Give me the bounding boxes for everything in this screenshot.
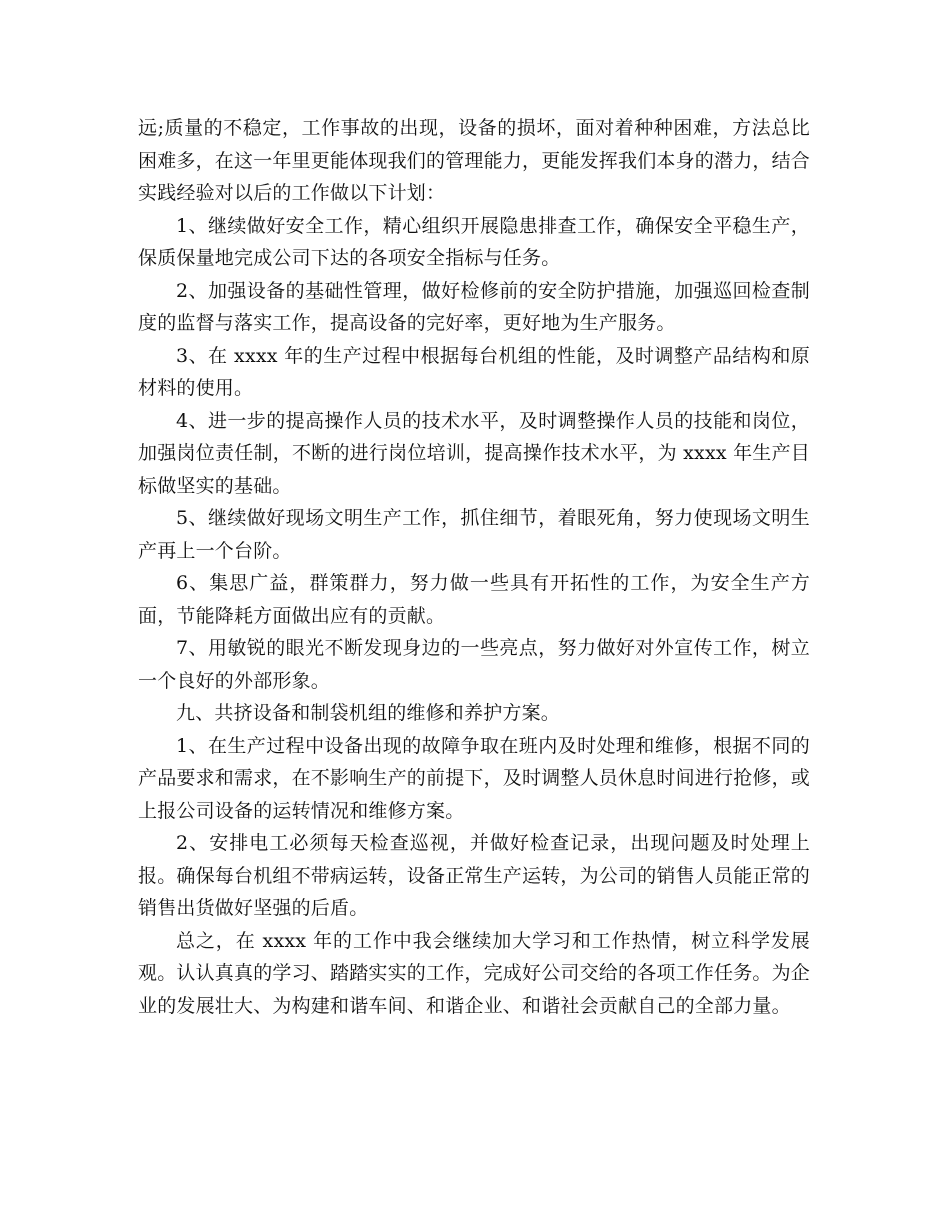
paragraph-maintenance-item-2: 2、安排电工必须每天检查巡视，并做好检查记录，出现问题及时处理上报。确保每台机组不带病运转，设备正常生产运转，为公司的销售人员能正常的销售出货做好坚强的后盾。 — [138, 832, 811, 919]
paragraph-intro-continued: 远;质量的不稳定，工作事故的出现，设备的损坏，面对着种种困难，方法总比困难多，在这一年里更能体现我们的管理能力，更能发挥我们本身的潜力，结合实践经验对以后的工作做以下计划： — [138, 117, 811, 204]
paragraph-maintenance-item-1: 1、在生产过程中设备出现的故障争取在班内及时处理和维修，根据不同的产品要求和需求，在不影响生产的前提下，及时调整人员休息时间进行抢修，或上报公司设备的运转情况和维修方案。 — [138, 734, 811, 822]
section-heading-nine: 九、共挤设备和制袋机组的维修和养护方案。 — [176, 702, 561, 724]
paragraph-plan-item-5: 5、继续做好现场文明生产工作，抓住细节，着眼死角，努力使现场文明生产再上一个台阶。 — [138, 507, 810, 562]
document-body — [138, 112, 810, 1022]
paragraph-plan-item-7: 7、用敏锐的眼光不断发现身边的一些亮点，努力做好对外宣传工作，树立一个良好的外部形象。 — [138, 637, 810, 692]
paragraph-plan-item-6: 6、集思广益，群策群力，努力做一些具有开拓性的工作，为安全生产方面，节能降耗方面做出应有的贡献。 — [138, 572, 810, 627]
paragraph-plan-item-3: 3、在 xxxx 年的生产过程中根据每台机组的性能，及时调整产品结构和原材料的使用。 — [138, 344, 810, 399]
paragraph-plan-item-4: 4、进一步的提高操作人员的技术水平，及时调整操作人员的技能和岗位，加强岗位责任制，不断的进行岗位培训，提高操作技术水平，为 xxxx 年生产目标做坚实的基础。 — [138, 409, 810, 497]
paragraph-plan-item-2: 2、加强设备的基础性管理，做好检修前的安全防护措施，加强巡回检查制度的监督与落实工作，提高设备的完好率，更好地为生产服务。 — [138, 279, 810, 334]
paragraph-plan-item-1: 1、继续做好安全工作，精心组织开展隐患排查工作，确保安全平稳生产，保质保量地完成公司下达的各项安全指标与任务。 — [138, 214, 810, 269]
paragraph-conclusion: 总之，在 xxxx 年的工作中我会继续加大学习和工作热情，树立科学发展观。认认真真的学习、踏踏实实的工作，完成好公司交给的各项工作任务。为企业的发展壮大、为构建和谐车间、和谐企业、和谐社会贡献自己的全部力量。 — [138, 929, 811, 1017]
